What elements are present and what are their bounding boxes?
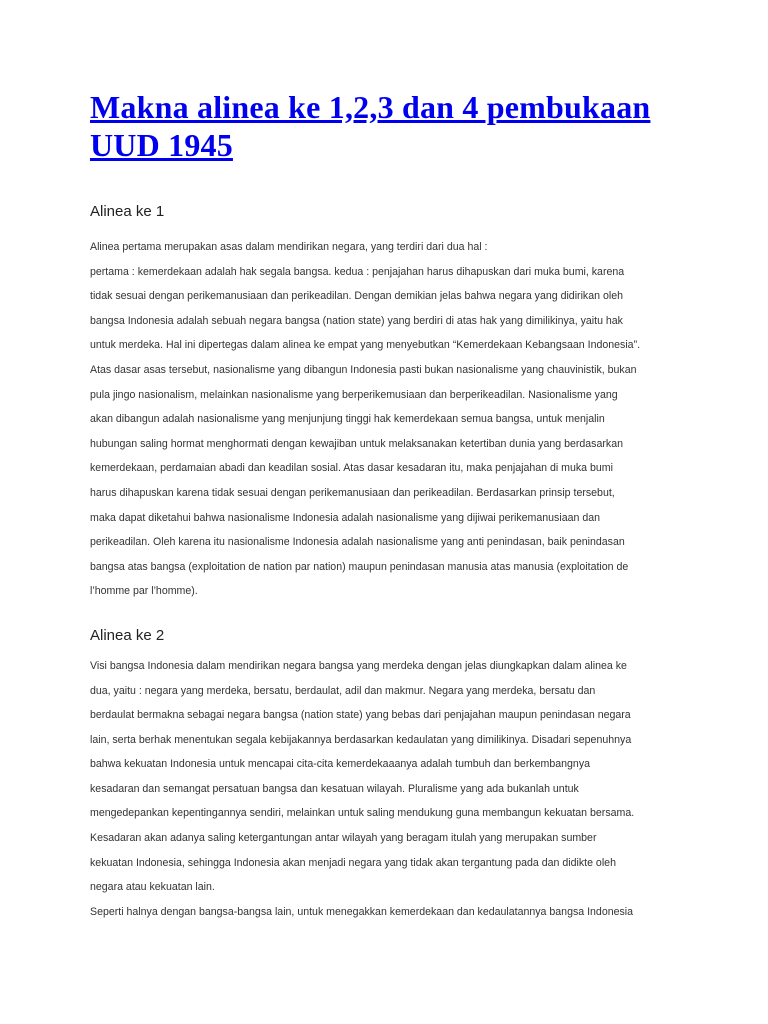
- section-heading-alinea-2: Alinea ke 2: [90, 626, 165, 644]
- paragraph-line: pertama : kemerdekaan adalah hak segala bangsa. kedua : penjajahan harus dihapuskan dari muka bumi, karena: [90, 265, 625, 278]
- paragraph-line: Kesadaran akan adanya saling ketergantungan antar wilayah yang beragam itulah yang merupakan sumber: [90, 832, 597, 845]
- section-heading-alinea-1: Alinea ke 1: [90, 203, 165, 220]
- alinea-2-continuation: [90, 900, 670, 925]
- paragraph-line: kesadaran dan semangat persatuan bangsa dan kesatuan wilayah. Pluralisme yang ada bukanlah untuk: [90, 782, 579, 795]
- paragraph-line: bangsa atas bangsa (exploitation de nation par nation) maupun penindasan manusia atas manusia (exploitation de: [90, 560, 629, 573]
- page-title-link[interactable]: [90, 88, 670, 164]
- paragraph-line: tidak sesuai dengan perikemanusiaan dan perikeadilan. Dengan demikian jelas bahwa negara yang didirikan oleh: [90, 290, 623, 303]
- title-line-2[interactable]: UUD 1945: [90, 127, 233, 163]
- paragraph-line: hubungan saling hormat menghormati dengan kewajiban untuk melaksanakan ketertiban dunia yang berdasarkan: [90, 437, 623, 450]
- title-line-1[interactable]: Makna alinea ke 1,2,3 dan 4 pembukaan: [90, 89, 651, 125]
- paragraph-line: l’homme par l’homme).: [90, 585, 198, 598]
- alinea-1-paragraph: [90, 235, 670, 604]
- paragraph-line: maka dapat diketahui bahwa nasionalisme Indonesia adalah nasionalisme yang dijiwai perikemanusiaan dan: [90, 511, 601, 524]
- paragraph-line: negara atau kekuatan lain.: [90, 881, 215, 894]
- paragraph-line: pula jingo nasionalism, melainkan nasionalisme yang berperikemusiaan dan berperikeadilan. Nasionalisme yang: [90, 388, 618, 401]
- paragraph-line: akan dibangun adalah nasionalisme yang menjunjung tinggi hak kemerdekaan semua bangsa, untuk menjalin: [90, 413, 605, 426]
- paragraph-line: bahwa kekuatan Indonesia untuk mencapai cita-cita kemerdekaaanya adalah tumbuh dan berkembangnya: [90, 758, 591, 771]
- paragraph-line: dua, yaitu : negara yang merdeka, bersatu, berdaulat, adil dan makmur. Negara yang merdeka, bersatu dan: [90, 684, 596, 697]
- paragraph-line: Seperti halnya dengan bangsa-bangsa lain, untuk menegakkan kemerdekaan dan kedaulatannya bangsa Indonesia: [90, 905, 634, 918]
- paragraph-line: untuk merdeka. Hal ini dipertegas dalam alinea ke empat yang menyebutkan “Kemerdekaan Kebangsaan Indonesia”.: [90, 339, 641, 352]
- paragraph-line: Atas dasar asas tersebut, nasionalisme yang dibangun Indonesia pasti bukan nasionalisme yang chauvinistik, bukan: [90, 363, 637, 376]
- paragraph-line: harus dihapuskan karena tidak sesuai dengan perikemanusiaan dan perikeadilan. Berdasarkan prinsip tersebut,: [90, 486, 615, 499]
- paragraph-line: mengedepankan kepentingannya sendiri, melainkan untuk saling mendukung guna membangun kekuatan bersama.: [90, 807, 635, 820]
- paragraph-line: Alinea pertama merupakan asas dalam mendirikan negara, yang terdiri dari dua hal :: [90, 241, 488, 253]
- paragraph-line: lain, serta berhak menentukan segala kebijakannya berdasarkan kedaulatan yang dimilikinya. Disadari sepenuhnya: [90, 733, 632, 746]
- paragraph-line: perikeadilan. Oleh karena itu nasionalisme Indonesia adalah nasionalisme yang anti penindasan, baik penindasan: [90, 536, 625, 549]
- document-page: [90, 88, 670, 924]
- alinea-2-paragraph: [90, 654, 670, 900]
- paragraph-line: kemerdekaan, perdamaian abadi dan keadilan sosial. Atas dasar kesadaran itu, maka penjajahan di muka bumi: [90, 462, 613, 475]
- paragraph-line: kekuatan Indonesia, sehingga Indonesia akan menjadi negara yang tidak akan tergantung pada dan didikte oleh: [90, 856, 616, 869]
- paragraph-line: berdaulat bermakna sebagai negara bangsa (nation state) yang bebas dari penjajahan maupun penindasan negara: [90, 709, 631, 722]
- paragraph-line: bangsa Indonesia adalah sebuah negara bangsa (nation state) yang berdiri di atas hak yang dimilikinya, yaitu hak: [90, 314, 623, 327]
- paragraph-line: Visi bangsa Indonesia dalam mendirikan negara bangsa yang merdeka dengan jelas diungkapkan dalam alinea ke: [90, 659, 627, 672]
